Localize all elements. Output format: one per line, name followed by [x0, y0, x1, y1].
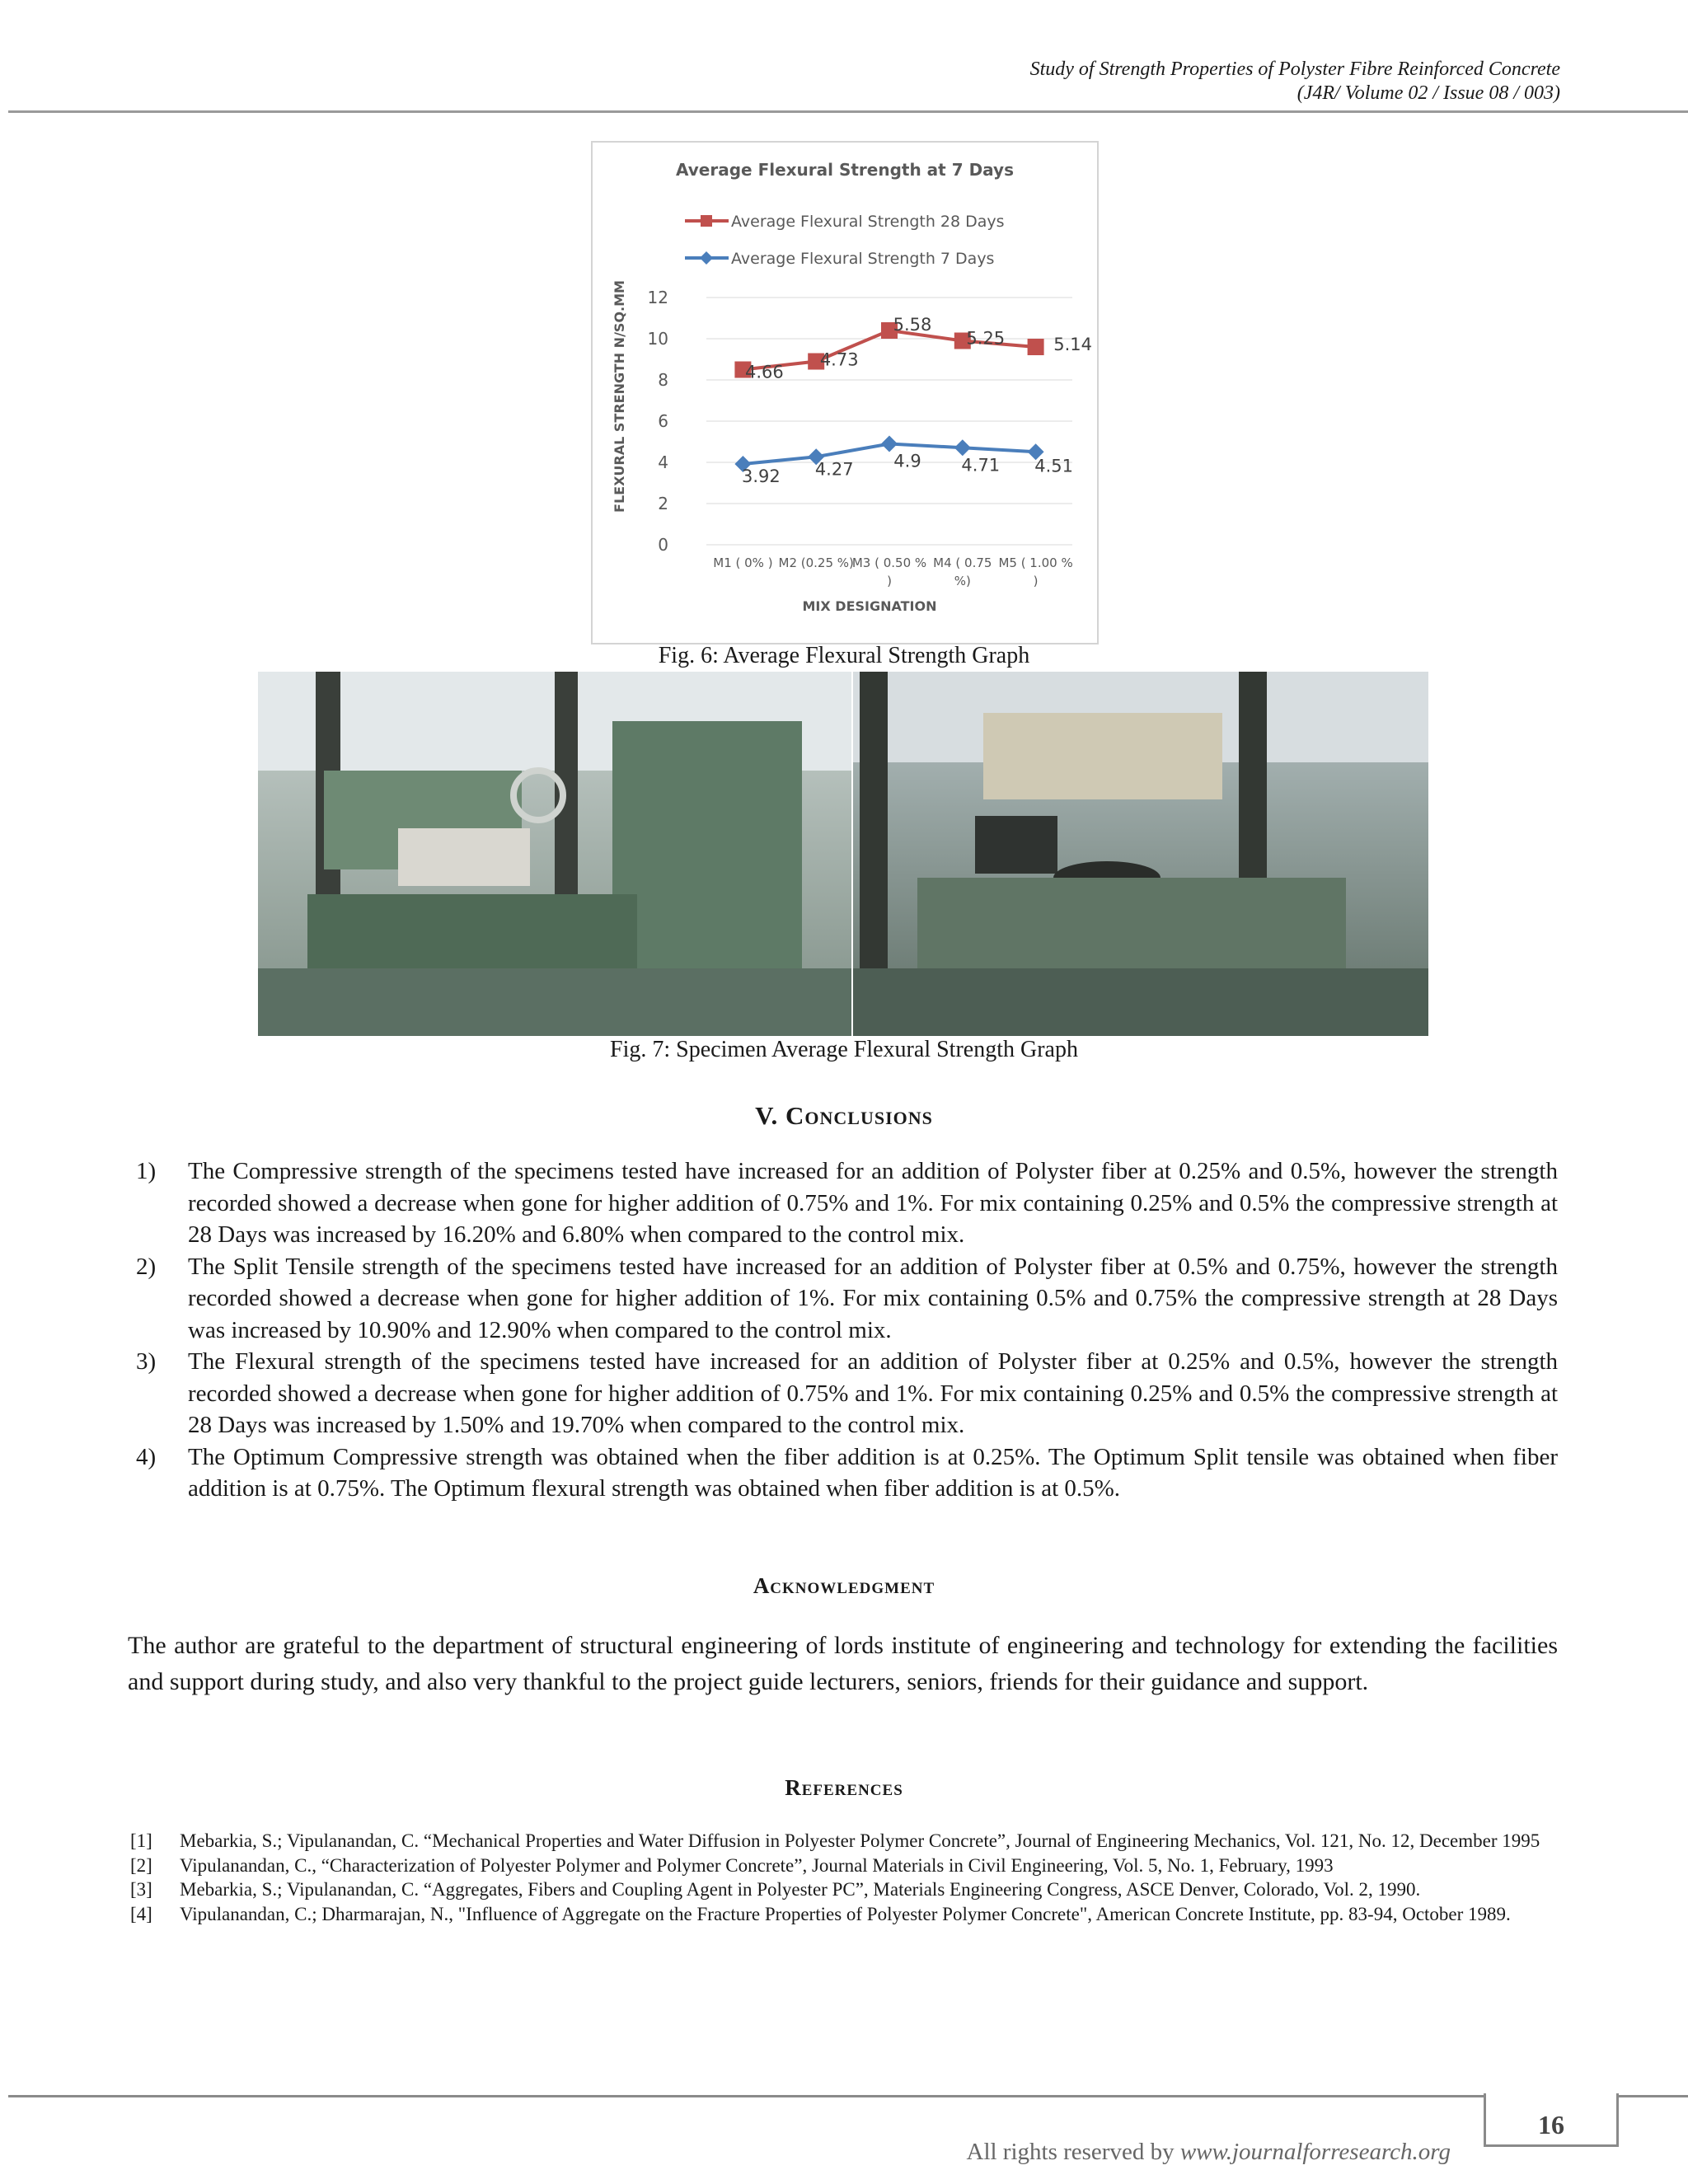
list-item: [128, 1346, 1558, 1441]
data-label: 4.66: [745, 362, 784, 382]
figure-6-caption: Fig. 6: Average Flexural Strength Graph: [658, 643, 1030, 668]
data-point: [954, 439, 971, 456]
data-label: 4.9: [893, 451, 921, 471]
y-tick-label: 4: [658, 452, 668, 472]
y-tick-label: 8: [658, 370, 668, 390]
flexural-strength-chart: [591, 141, 1099, 644]
data-label: 5.58: [893, 315, 932, 335]
legend-marker: [700, 251, 713, 265]
x-tick-label: M1 ( 0% ): [713, 555, 773, 570]
footer-rights-text: All rights reserved by: [966, 2139, 1175, 2165]
data-label: 4.51: [1034, 456, 1073, 476]
list-item-number: 3): [136, 1348, 157, 1375]
list-item-text: The Flexural strength of the specimens tested have increased for an addition of Polyster fiber at 0.25% and 0.5%, however the strength recorded showed a decrease when gone for higher addition of 0.75% and 1%. For mix containing 0.25% and 0.5% the compressive strength at 28 Days was increased by 1.50% and 19.70% when compared to the control mix.: [188, 1348, 1558, 1438]
reference-text: Vipulanandan, C., “Characterization of Polyester Polymer and Polymer Concrete”, Journal Materials in Civil Engineering, Vol. 5, No. 1, February, 1993: [180, 1854, 1334, 1876]
reference-number: [2]: [130, 1854, 152, 1876]
photo-right: [853, 672, 1428, 1036]
x-tick-label: ): [887, 574, 892, 588]
data-label: 4.27: [814, 459, 854, 480]
x-tick-label: ): [1033, 574, 1039, 588]
x-tick-label: M5 ( 1.00 %: [998, 555, 1073, 570]
list-item-number: 2): [136, 1253, 157, 1280]
figure-7-caption: Fig. 7: Specimen Average Flexural Strength Graph: [610, 1037, 1078, 1062]
reference-text: Mebarkia, S.; Vipulanandan, C. “Aggregates, Fibers and Coupling Agent in Polyester PC”, Materials Engineering Congress, ASCE Denver, Colorado, Vol. 2, 1990.: [180, 1879, 1421, 1900]
y-tick-label: 10: [647, 329, 668, 349]
header-title: Study of Strength Properties of Polyster Fibre Reinforced Concrete: [1029, 59, 1560, 80]
reference-text: Mebarkia, S.; Vipulanandan, C. “Mechanical Properties and Water Diffusion in Polyester Polymer Concrete”, Journal of Engineering Mechanics, Vol. 121, No. 12, December 1995: [180, 1830, 1540, 1851]
data-label: 4.73: [819, 349, 859, 370]
y-axis-label: FLEXURAL STRENGTH N/SQ.MM: [612, 280, 627, 513]
footer-rights: [967, 2139, 1451, 2166]
x-axis-label: MIX DESIGNATION: [802, 598, 937, 614]
list-item: [128, 1251, 1558, 1347]
reference-text: Vipulanandan, C.; Dharmarajan, N., "Influence of Aggregate on the Fracture Properties of Polyester Polymer Concrete", American Concrete Institute, pp. 83-94, October 1989.: [180, 1903, 1511, 1924]
reference-item: [128, 1878, 1558, 1902]
y-tick-label: 2: [658, 494, 668, 513]
chart-title: Average Flexural Strength at 7 Days: [676, 160, 1014, 180]
list-item-text: The Optimum Compressive strength was obtained when the fiber addition is at 0.25%. The Optimum Split tensile was obtained when fiber addition is at 0.75%. The Optimum flexural strength was obtained when fiber addition is at 0.5%.: [188, 1443, 1558, 1502]
page-number: 16: [1538, 2110, 1564, 2139]
reference-item: [128, 1830, 1558, 1854]
reference-item: [128, 1854, 1558, 1878]
running-header: [1030, 58, 1560, 105]
reference-number: [1]: [130, 1830, 152, 1851]
data-label: 5.25: [966, 328, 1006, 349]
photo-left: [258, 672, 851, 1036]
y-tick-label: 6: [658, 411, 668, 431]
references-heading: References: [785, 1775, 903, 1800]
specimen-photo-illustration: [258, 672, 1428, 1036]
legend-marker: [701, 215, 712, 227]
y-tick-label: 12: [647, 288, 668, 307]
reference-number: [4]: [130, 1903, 152, 1924]
x-tick-label: M4 ( 0.75: [933, 555, 992, 570]
y-tick-label: 0: [658, 535, 668, 555]
data-label: 3.92: [742, 466, 781, 486]
data-point: [1028, 339, 1044, 355]
acknowledgment-text: The author are grateful to the department of structural engineering of lords institute of engineering and technology for extending the facilities and support during study, and also very thankful to the project guide lecturers, seniors, friends for their guidance and support.: [128, 1632, 1558, 1695]
header-issue: (J4R/ Volume 02 / Issue 08 / 003): [1296, 82, 1560, 104]
footer-url-link[interactable]: www.journalforresearch.org: [1179, 2139, 1451, 2165]
header-rule: [8, 110, 1688, 113]
reference-item: [128, 1903, 1558, 1927]
x-tick-label: %): [954, 574, 971, 588]
x-tick-label: M2 (0.25 %): [778, 555, 854, 570]
specimen-photos: [258, 672, 1428, 1036]
list-item-number: 4): [136, 1443, 157, 1470]
conclusions-list: [128, 1155, 1558, 1505]
list-item-text: The Compressive strength of the specimens tested have increased for an addition of Polyster fiber at 0.25% and 0.5%, however the strength recorded showed a decrease when gone for higher addition of 0.75% and 1%. For mix containing 0.25% and 0.5% the compressive strength at 28 Days was increased by 16.20% and 6.80% when compared to the control mix.: [188, 1158, 1558, 1248]
list-item-text: The Split Tensile strength of the specimens tested have increased for an addition of Polyster fiber at 0.5% and 0.75%, however the strength recorded showed a decrease when gone for higher addition of 1%. For mix containing 0.5% and 0.75% the compressive strength at 28 Days was increased by 10.90% and 12.90% when compared to the control mix.: [188, 1253, 1558, 1343]
references-list: [128, 1830, 1558, 1927]
acknowledgment-heading: Acknowledgment: [753, 1573, 935, 1598]
legend-label: Average Flexural Strength 7 Days: [731, 250, 995, 268]
data-point: [881, 436, 898, 452]
legend-label: Average Flexural Strength 28 Days: [731, 213, 1005, 231]
reference-number: [3]: [130, 1879, 152, 1900]
chart-svg: [593, 143, 1097, 643]
footer-rule: [8, 2095, 1484, 2097]
list-item-number: 1): [136, 1158, 157, 1184]
footer-rule-extension: [1616, 2095, 1688, 2097]
list-item: [128, 1441, 1558, 1505]
list-item: [128, 1155, 1558, 1251]
x-tick-label: M3 ( 0.50 %: [851, 555, 927, 570]
data-label: 4.71: [961, 455, 1001, 476]
conclusions-heading: V. Conclusions: [755, 1101, 933, 1130]
data-label: 5.14: [1053, 335, 1092, 354]
